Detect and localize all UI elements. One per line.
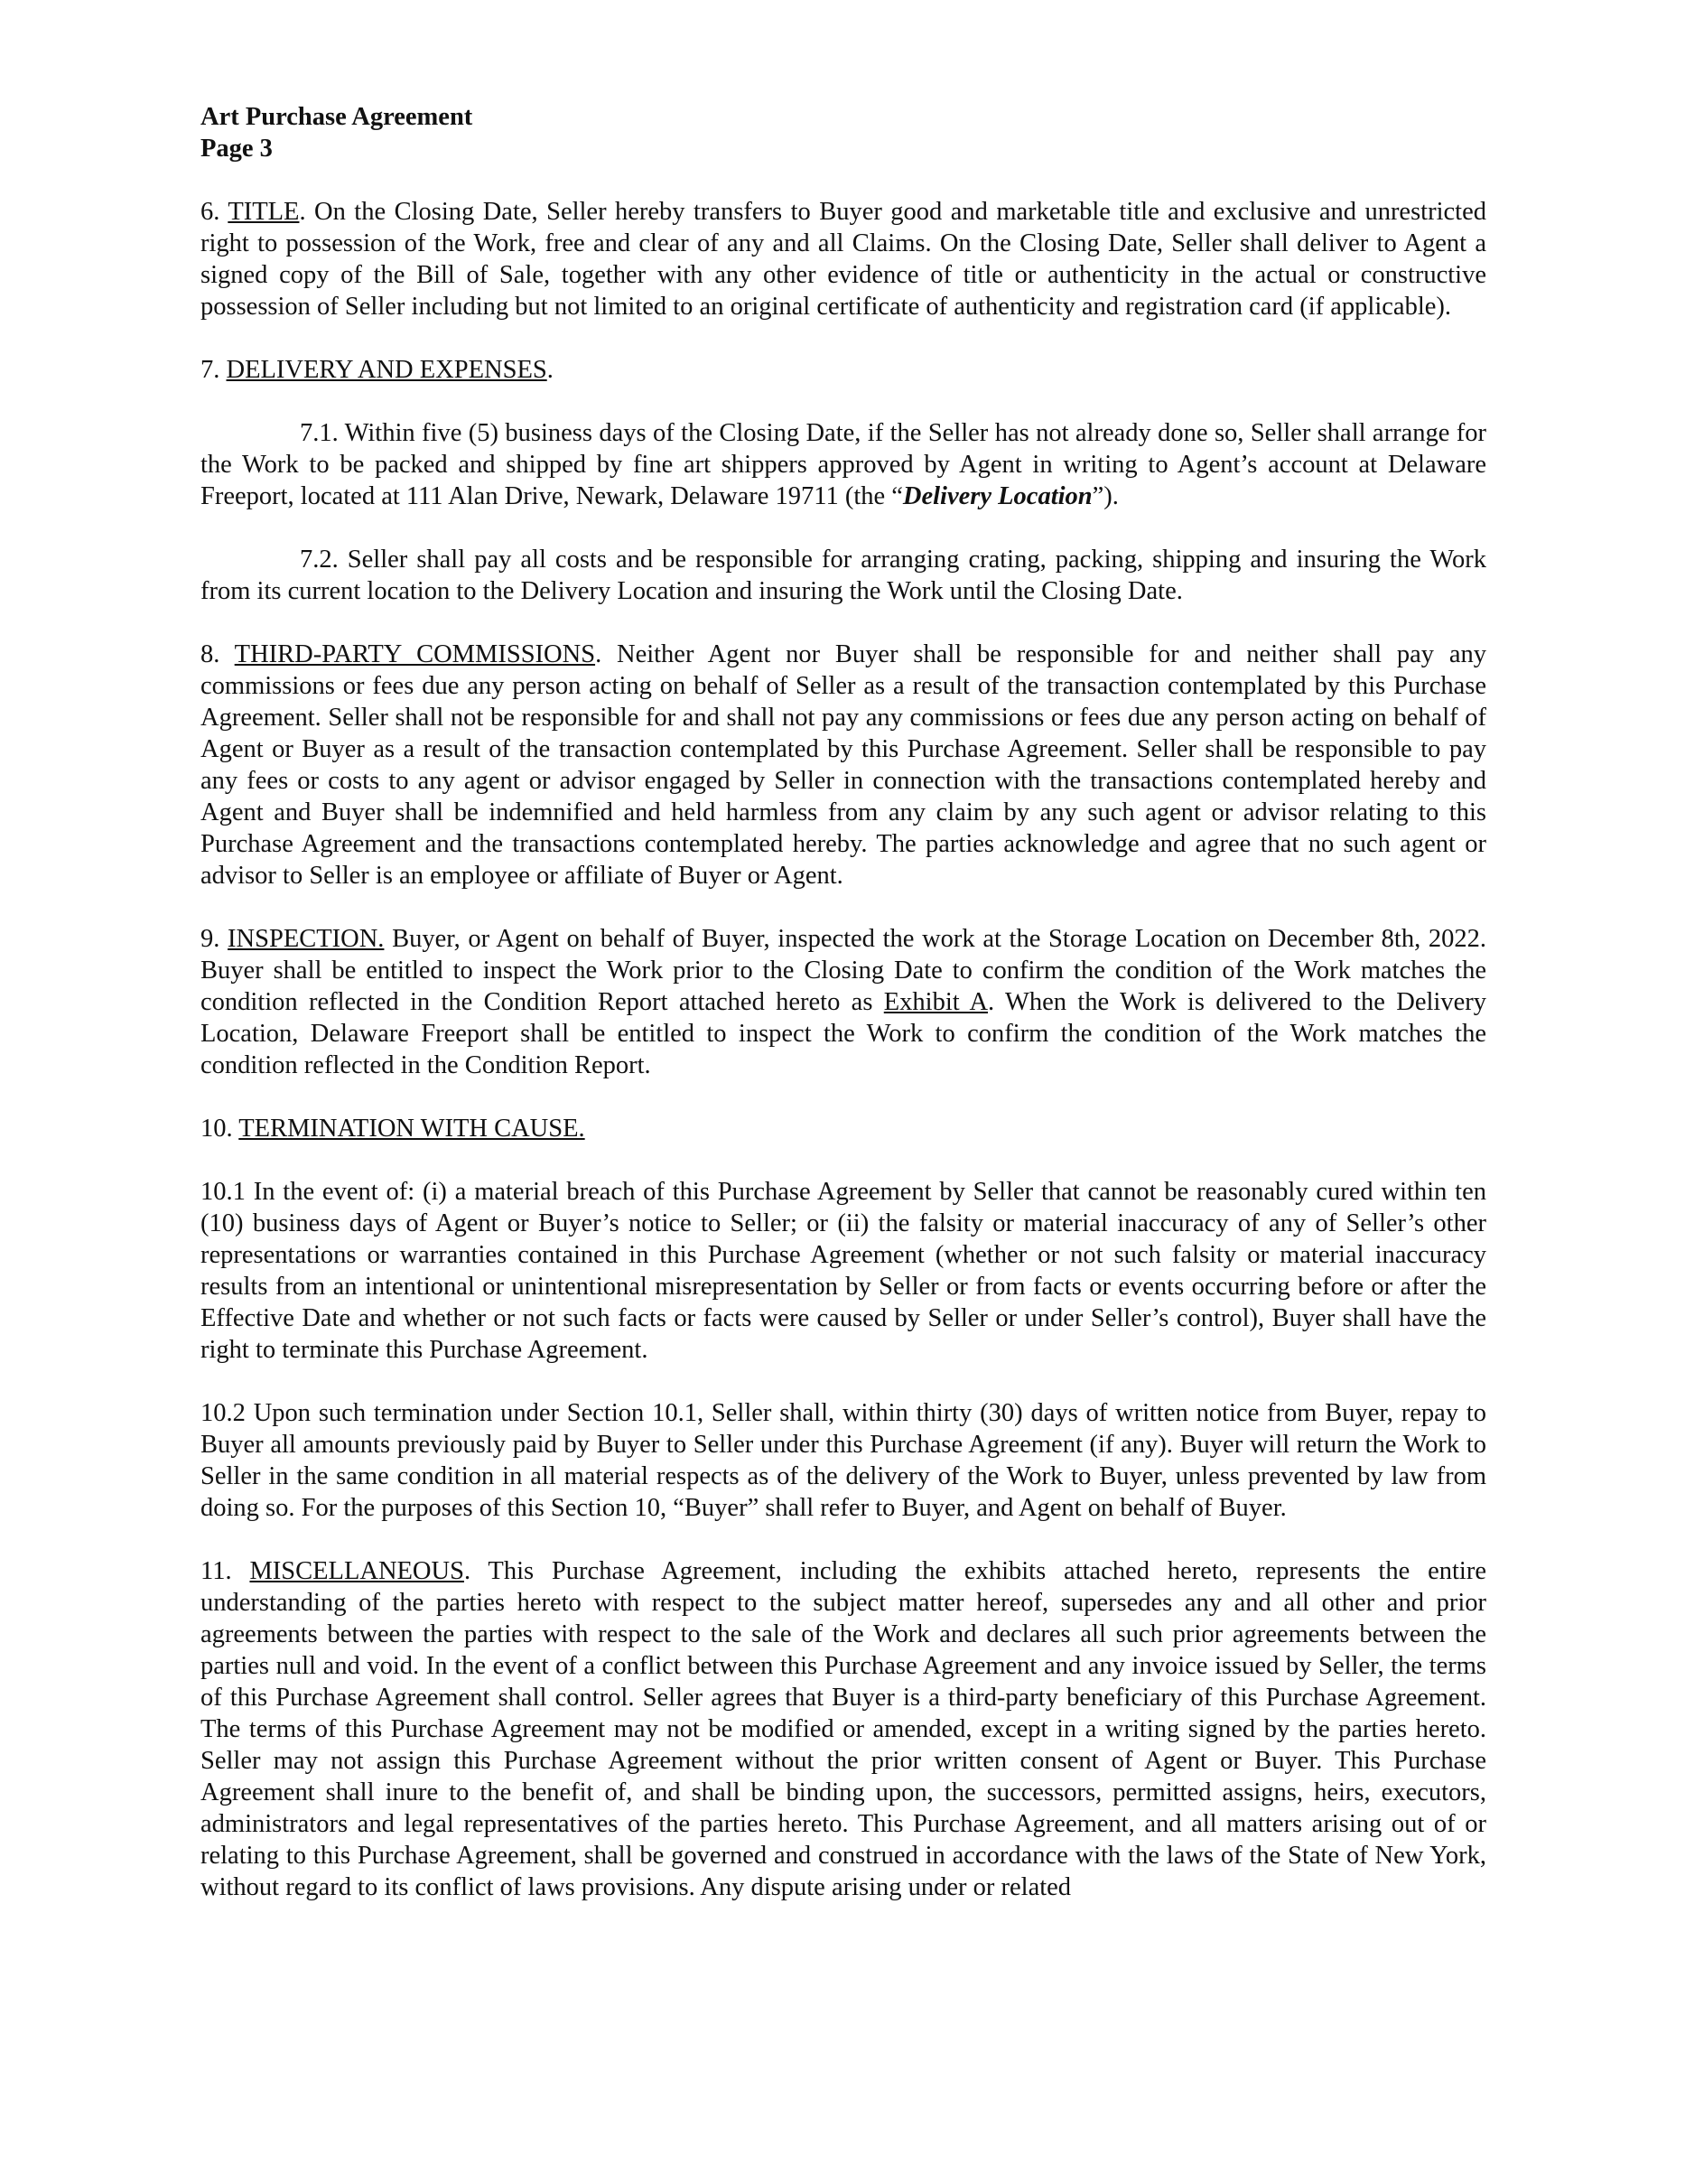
section-number: 7. [200, 356, 227, 384]
section-heading: INSPECTION. [228, 925, 385, 953]
document-header [200, 101, 1486, 164]
page-number: Page 3 [200, 135, 273, 163]
section-heading: TITLE [228, 198, 300, 226]
subsection-7-2 [200, 544, 1486, 607]
section-heading: TERMINATION WITH CAUSE. [238, 1115, 585, 1143]
subsection-7-1 [200, 417, 1486, 512]
document-page [200, 101, 1486, 1935]
section-body: 7.1. Within five (5) business days of the Closing Date, if the Seller has not already done so, Seller shall arrange for the Work to be packed and shipped by fine art shippers approved by Agent in writing to Agent’s account at Delaware Freeport, located at 111 Alan Drive, Newark, Delaware 19711 (the “ [200, 419, 1486, 510]
section-body: . On the Closing Date, Seller hereby transfers to Buyer good and marketable title and exclusive and unrestricted right to possession of the Work, free and clear of any and all Claims. On the Closing Date, Seller shall deliver to Agent a signed copy of the Bill of Sale, together with any other evidence of title or authenticity in the actual or constructive possession of Seller including but not limited to an original certificate of authenticity and registration card (if applicable). [200, 198, 1486, 321]
document-title: Art Purchase Agreement [200, 103, 473, 131]
section-body: . [546, 356, 554, 384]
section-body: 7.2. Seller shall pay all costs and be responsible for arranging crating, packing, shipping and insuring the Work from its current location to the Delivery Location and insuring the Work until the Closing Date. [200, 546, 1486, 605]
section-heading: THIRD-PARTY COMMISSIONS [234, 640, 596, 668]
section-body: . This Purchase Agreement, including the exhibits attached hereto, represents the entire understanding of the parties hereto with respect to the subject matter hereof, supersedes any and all other and prior agreements between the parties with respect to the sale of the Work and declares all such prior agreements between the parties null and void. In the event of a conflict between this Purchase Agreement and any invoice issued by Seller, the terms of this Purchase Agreement shall control. Seller agrees that Buyer is a third-party beneficiary of this Purchase Agreement. The terms of this Purchase Agreement may not be modified or amended, except in a writing signed by the parties hereto. Seller may not assign this Purchase Agreement without the prior written consent of Agent or Buyer. This Purchase Agreement shall inure to the benefit of, and shall be binding upon, the successors, permitted assigns, heirs, executors, administrators and legal representatives of the parties hereto. This Purchase Agreement, and all matters arising out of or relating to this Purchase Agreement, shall be governed and construed in accordance with the laws of the State of New York, without regard to its conflict of laws provisions. Any dispute arising under or related [200, 1557, 1486, 1901]
section-8-third-party-commissions [200, 639, 1486, 891]
subsection-10-1 [200, 1176, 1486, 1366]
section-11-miscellaneous [200, 1555, 1486, 1903]
section-body: Buyer, or Agent on behalf of Buyer, inspected the work at the Storage Location on December 8th, 2022. Buyer shall be entitled to inspect the Work prior to the Closing Date to confirm the condition of the Work matches the condition reflected in the Condition Report attached hereto as [200, 925, 1486, 1016]
section-heading: MISCELLANEOUS [249, 1557, 464, 1585]
exhibit-reference: Exhibit A [883, 988, 989, 1016]
section-body: 10.1 In the event of: (i) a material breach of this Purchase Agreement by Seller that cannot be reasonably cured within ten (10) business days of Agent or Buyer’s notice to Seller; or (ii) the falsity or material inaccuracy of any of Seller’s other representations or warranties contained in this Purchase Agreement (whether or not such falsity or material inaccuracy results from an intentional or unintentional misrepresentation by Seller or from facts or events occurring before or after the Effective Date and whether or not such facts or facts were caused by Seller or under Seller’s control), Buyer shall have the right to terminate this Purchase Agreement. [200, 1178, 1486, 1364]
defined-term: Delivery Location [902, 482, 1093, 510]
section-6-title [200, 196, 1486, 322]
section-body: 10.2 Upon such termination under Section 10.1, Seller shall, within thirty (30) days of written notice from Buyer, repay to Buyer all amounts previously paid by Buyer to Seller under this Purchase Agreement (if any). Buyer will return the Work to Seller in the same condition in all material respects as of the delivery of the Work to Buyer, unless prevented by law from doing so. For the purposes of this Section 10, “Buyer” shall refer to Buyer, and Agent on behalf of Buyer. [200, 1399, 1486, 1522]
section-7-delivery-and-expenses [200, 354, 1486, 386]
section-body: . Neither Agent nor Buyer shall be responsible for and neither shall pay any commissions or fees due any person acting on behalf of Seller as a result of the transaction contemplated by this Purchase Agreement. Seller shall not be responsible for and shall not pay any commissions or fees due any person acting on behalf of Agent or Buyer as a result of the transaction contemplated by this Purchase Agreement. Seller shall be responsible to pay any fees or costs to any agent or advisor engaged by Seller in connection with the transactions contemplated hereby and Agent and Buyer shall be indemnified and held harmless from any claim by any such agent or advisor relating to this Purchase Agreement and the transactions contemplated hereby. The parties acknowledge and agree that no such agent or advisor to Seller is an employee or affiliate of Buyer or Agent. [200, 640, 1486, 890]
section-number: 10. [200, 1115, 239, 1143]
section-number: 11. [200, 1557, 250, 1585]
section-body-end: . When the Work is delivered to the Delivery Location, Delaware Freeport shall be entitled to inspect the Work to confirm the condition of the Work matches the condition reflected in the Condition Report. [200, 988, 1486, 1079]
section-9-inspection [200, 923, 1486, 1081]
section-number: 8. [200, 640, 235, 668]
subsection-10-2 [200, 1397, 1486, 1524]
section-heading: DELIVERY AND EXPENSES [226, 356, 547, 384]
section-number: 9. [200, 925, 228, 953]
section-body-end: ”). [1092, 482, 1119, 510]
section-number: 6. [200, 198, 228, 226]
section-10-termination-with-cause [200, 1113, 1486, 1144]
